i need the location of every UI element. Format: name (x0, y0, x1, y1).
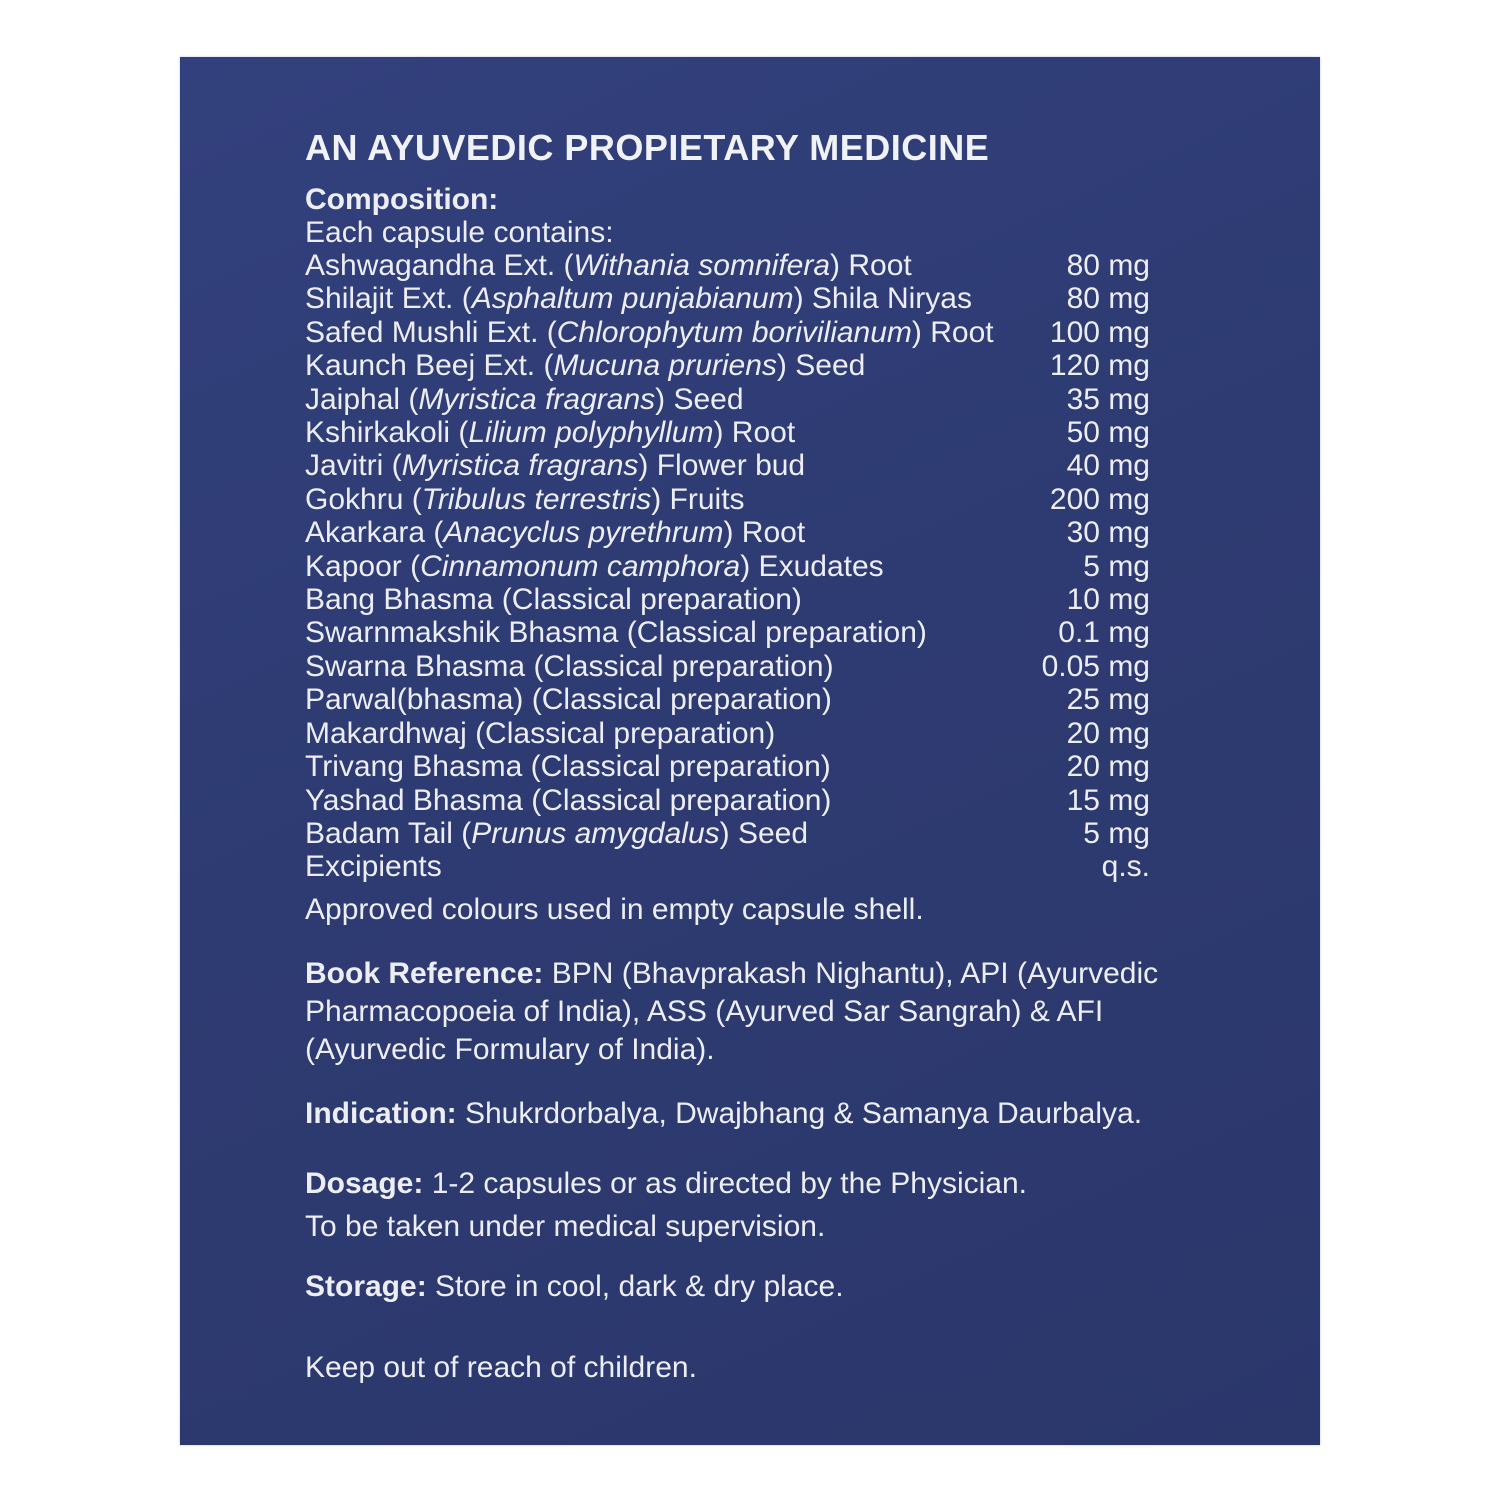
ingredient-name: Safed Mushli Ext. (Chlorophytum borivilianum) Root (305, 315, 994, 349)
dosage-label: Dosage: (305, 1166, 424, 1200)
composition-heading: Composition: (305, 183, 499, 216)
ingredient-row (305, 483, 1150, 516)
ingredient-amount: 35 mg (1066, 382, 1150, 416)
ingredient-name: Gokhru (Tribulus terrestris) Fruits (305, 482, 745, 516)
ingredient-amount: 80 mg (1066, 282, 1150, 316)
ingredient-row (305, 650, 1150, 683)
ingredient-row (305, 850, 1150, 883)
ingredient-name: Badam Tail (Prunus amygdalus) Seed (305, 816, 809, 850)
ingredient-name: Javitri (Myristica fragrans) Flower bud (305, 449, 806, 483)
storage-section: Storage: Store in cool, dark & dry place. (305, 1269, 844, 1303)
ingredient-name: Kapoor (Cinnamonum camphora) Exudates (305, 549, 884, 583)
storage-label: Storage: (305, 1269, 427, 1303)
indication-label: Indication: (305, 1096, 457, 1130)
ingredient-row (305, 550, 1150, 583)
ingredient-amount: 120 mg (1049, 349, 1150, 383)
ingredient-name: Bang Bhasma (Classical preparation) (305, 583, 802, 617)
label-content (305, 129, 1205, 1389)
ingredient-name: Makardhwaj (Classical preparation) (305, 716, 776, 750)
ingredient-name: Kaunch Beej Ext. (Mucuna pruriens) Seed (305, 349, 866, 383)
ingredient-name: Kshirkakoli (Lilium polyphyllum) Root (305, 416, 796, 450)
ingredient-name: Jaiphal (Myristica fragrans) Seed (305, 382, 744, 416)
ingredient-name: Trivang Bhasma (Classical preparation) (305, 750, 831, 784)
dosage-section (305, 1162, 1205, 1248)
dosage-line-1: Dosage: 1-2 capsules or as directed by the Physician. (305, 1166, 1028, 1200)
book-reference-line-3: (Ayurvedic Formulary of India). (305, 1032, 715, 1066)
ingredient-row (305, 583, 1150, 616)
ingredient-amount: 0.05 mg (1041, 649, 1150, 683)
ingredient-amount: 5 mg (1083, 816, 1150, 850)
ingredient-amount: 10 mg (1066, 583, 1150, 617)
ingredient-amount: 100 mg (1049, 315, 1150, 349)
ingredient-amount: 5 mg (1083, 549, 1150, 583)
ingredient-name: Yashad Bhasma (Classical preparation) (305, 783, 832, 817)
ingredient-row (305, 516, 1150, 549)
ingredient-name: Swarnmakshik Bhasma (Classical preparation) (305, 616, 927, 650)
ingredient-name: Excipients (305, 850, 442, 884)
ingredient-name: Shilajit Ext. (Asphaltum punjabianum) Shila Niryas (305, 282, 972, 316)
label-title: AN AYUVEDIC PROPIETARY MEDICINE (305, 127, 990, 168)
ingredient-name: Ashwagandha Ext. (Withania somnifera) Root (305, 249, 912, 282)
ingredient-amount: 25 mg (1066, 683, 1150, 717)
book-reference-section (305, 955, 1205, 1069)
ingredient-row (305, 717, 1150, 750)
ingredient-row (305, 784, 1150, 817)
book-reference-label: Book Reference: (305, 956, 544, 990)
ingredient-row (305, 616, 1150, 649)
ingredient-amount: q.s. (1101, 850, 1150, 884)
children-warning: Keep out of reach of children. (305, 1350, 697, 1384)
dosage-line-2: To be taken under medical supervision. (305, 1209, 826, 1243)
ingredient-amount: 40 mg (1066, 449, 1150, 483)
ingredient-row (305, 282, 1150, 315)
ingredient-row (305, 449, 1150, 482)
ingredient-amount: 50 mg (1066, 416, 1150, 450)
ingredient-amount: 20 mg (1066, 716, 1150, 750)
composition-table (305, 249, 1150, 884)
ingredient-amount: 30 mg (1066, 516, 1150, 550)
book-reference-line-1: Book Reference: BPN (Bhavprakash Nighantu), API (Ayurvedic (305, 956, 1159, 990)
ingredient-row (305, 750, 1150, 783)
ingredient-row (305, 383, 1150, 416)
ingredient-amount: 20 mg (1066, 750, 1150, 784)
ingredient-row (305, 416, 1150, 449)
ingredient-name: Parwal(bhasma) (Classical preparation) (305, 683, 832, 717)
ingredient-row (305, 817, 1150, 850)
ingredient-row (305, 249, 1150, 282)
ingredient-amount: 15 mg (1066, 783, 1150, 817)
ingredient-amount: 200 mg (1049, 482, 1150, 516)
ingredient-row (305, 316, 1150, 349)
ingredient-row (305, 349, 1150, 382)
ingredient-name: Akarkara (Anacyclus pyrethrum) Root (305, 516, 806, 550)
ingredient-amount: 0.1 mg (1058, 616, 1150, 650)
ingredient-row (305, 683, 1150, 716)
capsule-shell-note: Approved colours used in empty capsule shell. (305, 892, 924, 926)
indication-section: Indication: Shukrdorbalya, Dwajbhang & Samanya Daurbalya. (305, 1096, 1143, 1130)
book-reference-line-2: Pharmacopoeia of India), ASS (Ayurved Sar Sangrah) & AFI (305, 994, 1104, 1028)
ingredient-name: Swarna Bhasma (Classical preparation) (305, 649, 834, 683)
medicine-label-panel (180, 57, 1320, 1445)
composition-subheading: Each capsule contains: (305, 216, 614, 249)
ingredient-amount: 80 mg (1066, 249, 1150, 282)
